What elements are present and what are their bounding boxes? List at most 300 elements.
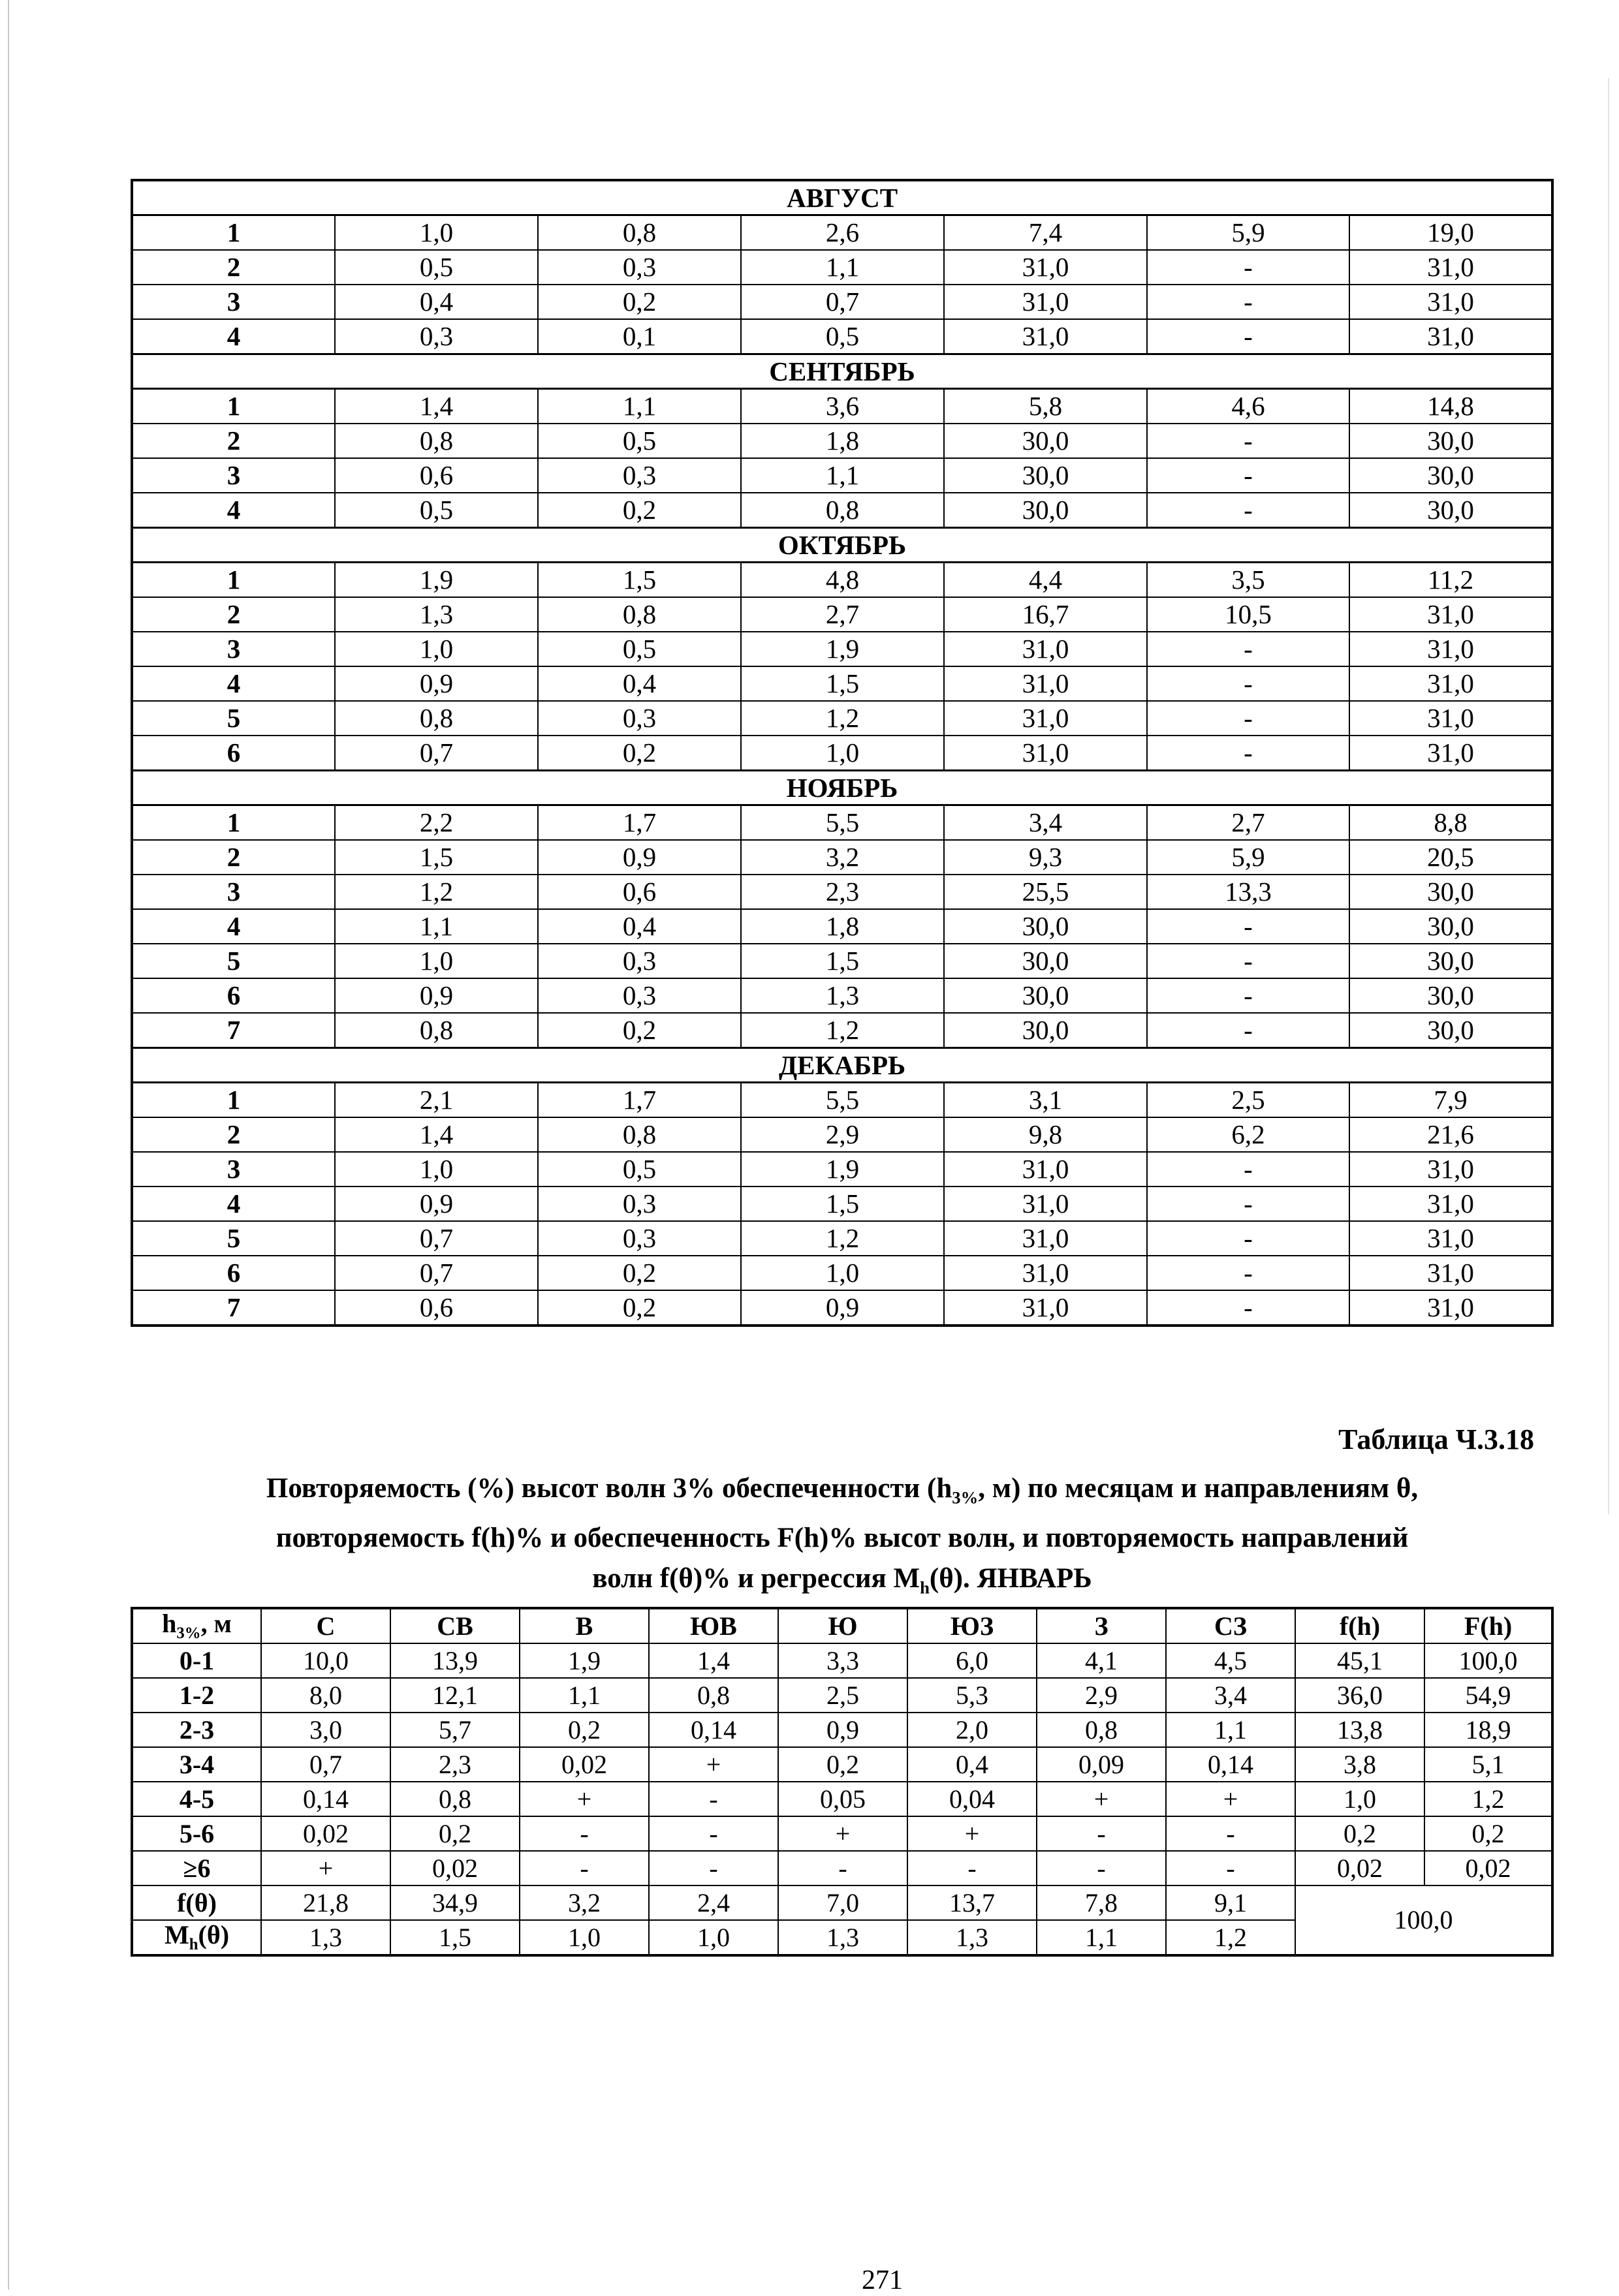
table-cell: 2,7 [741, 597, 944, 632]
month-header-row [132, 354, 1552, 389]
scan-edge-line [1608, 78, 1609, 1514]
table-cell: 1,7 [538, 1083, 741, 1118]
table-cell: 6,0 [907, 1643, 1037, 1678]
table-row [132, 285, 1552, 319]
table-cell: 0,1 [538, 319, 741, 354]
table-cell: 1,3 [741, 978, 944, 1013]
table-cell: 0,5 [538, 1152, 741, 1187]
caption-subscript: 3% [952, 1487, 979, 1508]
table-cell: 0,14 [649, 1713, 778, 1747]
row-index: 3 [132, 875, 335, 909]
row-index: 1 [132, 805, 335, 841]
table-cell: 0,9 [741, 1290, 944, 1326]
row-header: 1-2 [132, 1678, 261, 1713]
table-cell: 0,2 [1295, 1816, 1424, 1851]
table-cell: 0,7 [335, 736, 538, 771]
table-cell: 100,0 [1424, 1643, 1552, 1678]
table-cell: 10,0 [261, 1643, 390, 1678]
table-cell: 19,0 [1349, 215, 1552, 251]
table-cell: 21,6 [1349, 1117, 1552, 1152]
table-cell: 1,1 [1037, 1920, 1166, 1955]
table-cell: 9,3 [944, 840, 1147, 875]
monthly-table-body [132, 180, 1552, 1326]
table-cell: - [1147, 1152, 1349, 1187]
table-cell: 30,0 [944, 1013, 1147, 1048]
table-cell: 2,0 [907, 1713, 1037, 1747]
table-cell: 31,0 [944, 285, 1147, 319]
table-row [132, 424, 1552, 458]
row-index: 7 [132, 1290, 335, 1326]
table-cell: 0,3 [538, 1221, 741, 1256]
table-cell: 4,8 [741, 563, 944, 598]
table-cell: - [649, 1816, 778, 1851]
row-index: 2 [132, 424, 335, 458]
page-number: 271 [862, 2265, 903, 2295]
table-cell: 1,1 [741, 458, 944, 493]
row-index: 3 [132, 1152, 335, 1187]
table-cell: 13,7 [907, 1885, 1037, 1920]
row-index: 1 [132, 1083, 335, 1118]
table-cell: 0,3 [538, 944, 741, 978]
table-cell: 5,9 [1147, 215, 1349, 251]
row-index: 5 [132, 944, 335, 978]
column-header: С [261, 1608, 390, 1643]
table-cell: 30,0 [1349, 458, 1552, 493]
table-cell: 2,2 [335, 805, 538, 841]
table-cell: 0,2 [538, 285, 741, 319]
table-cell: 0,7 [741, 285, 944, 319]
table-row [132, 215, 1552, 251]
table-cell: 0,2 [1424, 1816, 1552, 1851]
table-row [132, 1187, 1552, 1221]
table-cell: 1,2 [1166, 1920, 1295, 1955]
column-header: F(h) [1424, 1608, 1552, 1643]
table-cell: 13,8 [1295, 1713, 1424, 1747]
table-cell: 4,6 [1147, 389, 1349, 424]
table-cell: 0,14 [1166, 1747, 1295, 1782]
table-cell: 9,8 [944, 1117, 1147, 1152]
table-cell: 1,5 [741, 666, 944, 701]
table-cell: 3,0 [261, 1713, 390, 1747]
row-header: 0-1 [132, 1643, 261, 1678]
table-cell: 1,2 [1424, 1782, 1552, 1816]
table-cell: 3,2 [520, 1885, 649, 1920]
table-cell: 1,1 [335, 909, 538, 944]
caption-text: Повторяемость (%) высот волн 3% обеспеченности (h [266, 1473, 952, 1504]
table-cell: 0,9 [778, 1713, 907, 1747]
table-cell: 30,0 [944, 458, 1147, 493]
table-row [132, 978, 1552, 1013]
table-row [132, 1678, 1552, 1713]
table-cell: - [1147, 1256, 1349, 1290]
table-cell: 0,9 [335, 978, 538, 1013]
table-row [132, 632, 1552, 666]
table-cell: 31,0 [1349, 736, 1552, 771]
table-cell: 0,2 [520, 1713, 649, 1747]
table-cell: 0,5 [335, 493, 538, 528]
month-heading: ОКТЯБРЬ [132, 528, 1552, 563]
table-cell: 0,5 [538, 424, 741, 458]
table-cell: 30,0 [1349, 944, 1552, 978]
table-cell: 6,2 [1147, 1117, 1349, 1152]
table-cell: 31,0 [1349, 250, 1552, 285]
table-cell: 0,8 [741, 493, 944, 528]
table-cell: 0,09 [1037, 1747, 1166, 1782]
table-cell: - [1147, 458, 1349, 493]
row-index: 4 [132, 1187, 335, 1221]
table-cell: - [1147, 978, 1349, 1013]
row-header: $M_h(\theta)$ [132, 1920, 261, 1955]
table-cell: - [778, 1851, 907, 1885]
table-cell: 0,05 [778, 1782, 907, 1816]
table-cell: 1,0 [335, 944, 538, 978]
table-cell: 31,0 [944, 736, 1147, 771]
table-cell: 0,5 [538, 632, 741, 666]
january-wave-table [131, 1607, 1554, 1957]
row-index: 5 [132, 1221, 335, 1256]
table-cell: 30,0 [1349, 424, 1552, 458]
table-cell: 31,0 [1349, 666, 1552, 701]
table-cell: 0,3 [538, 1187, 741, 1221]
month-heading: НОЯБРЬ [132, 771, 1552, 805]
table-cell: + [261, 1851, 390, 1885]
table-cell: 1,5 [741, 944, 944, 978]
table-cell: - [1147, 632, 1349, 666]
table-cell: 4,1 [1037, 1643, 1166, 1678]
column-header: $h_{3\%}$, м [132, 1608, 261, 1643]
table-cell: 0,6 [335, 458, 538, 493]
table-cell: 31,0 [1349, 319, 1552, 354]
table-cell: - [1037, 1851, 1166, 1885]
table-cell: 31,0 [944, 1152, 1147, 1187]
table-cell: - [1147, 1187, 1349, 1221]
caption-text: волн f(θ)% и регрессия M [592, 1562, 920, 1594]
column-header: З [1037, 1608, 1166, 1643]
table-cell: 1,9 [741, 1152, 944, 1187]
table-row [132, 250, 1552, 285]
table-cell: 31,0 [1349, 1152, 1552, 1187]
table-cell: 1,9 [520, 1643, 649, 1678]
table-cell: 1,2 [741, 1013, 944, 1048]
row-header: 5-6 [132, 1816, 261, 1851]
row-index: 3 [132, 285, 335, 319]
table-cell: 0,5 [335, 250, 538, 285]
table-cell: 0,6 [538, 875, 741, 909]
table-row [132, 736, 1552, 771]
table-cell: 1,0 [741, 736, 944, 771]
row-index: 4 [132, 493, 335, 528]
table-row [132, 389, 1552, 424]
table-cell: 1,8 [741, 909, 944, 944]
table-cell: 1,7 [538, 805, 741, 841]
column-header: В [520, 1608, 649, 1643]
table-cell: 0,2 [538, 493, 741, 528]
caption-line-3 [144, 1559, 1541, 1608]
table-row [132, 666, 1552, 701]
table-cell: 30,0 [1349, 493, 1552, 528]
table-row [132, 1747, 1552, 1782]
monthly-wave-table [131, 179, 1554, 1327]
table-cell: 0,8 [390, 1782, 520, 1816]
table-cell: 30,0 [944, 909, 1147, 944]
table-row [132, 1256, 1552, 1290]
table-cell: 0,3 [335, 319, 538, 354]
table-cell: 45,1 [1295, 1643, 1424, 1678]
table-row [132, 1643, 1552, 1678]
table-cell: 12,1 [390, 1678, 520, 1713]
column-header: Ю [778, 1608, 907, 1643]
table-cell: 31,0 [944, 1290, 1147, 1326]
table-cell: 4,4 [944, 563, 1147, 598]
table-cell: + [1166, 1782, 1295, 1816]
table-row [132, 458, 1552, 493]
table-cell: 30,0 [944, 978, 1147, 1013]
table-cell: 0,2 [390, 1816, 520, 1851]
table-cell: 0,02 [1424, 1851, 1552, 1885]
table-cell: - [1147, 666, 1349, 701]
table-cell: 0,04 [907, 1782, 1037, 1816]
table-cell: 7,4 [944, 215, 1147, 251]
table-cell: 0,14 [261, 1782, 390, 1816]
column-header-subscript: 3% [176, 1624, 201, 1642]
table-cell: 0,02 [261, 1816, 390, 1851]
table-cell: 1,5 [335, 840, 538, 875]
table-cell: 31,0 [944, 1221, 1147, 1256]
table-cell: 1,4 [335, 1117, 538, 1152]
table-cell: - [649, 1782, 778, 1816]
table-cell: 1,0 [335, 1152, 538, 1187]
table-cell: 10,5 [1147, 597, 1349, 632]
column-header: ЮВ [649, 1608, 778, 1643]
table-cell: 21,8 [261, 1885, 390, 1920]
table-cell: 31,0 [944, 632, 1147, 666]
table-cell: 0,4 [538, 909, 741, 944]
table-cell: 7,0 [778, 1885, 907, 1920]
table-cell: 0,7 [335, 1221, 538, 1256]
table-cell: 1,0 [1295, 1782, 1424, 1816]
table-cell: 3,3 [778, 1643, 907, 1678]
row-header: 3-4 [132, 1747, 261, 1782]
table-cell: 0,02 [520, 1747, 649, 1782]
table-cell: 31,0 [1349, 597, 1552, 632]
table-cell: 0,3 [538, 701, 741, 736]
table-cell: - [1147, 1290, 1349, 1326]
row-header: 4-5 [132, 1782, 261, 1816]
table-cell: - [1147, 736, 1349, 771]
table-cell: 54,9 [1424, 1678, 1552, 1713]
table-cell: 1,2 [335, 875, 538, 909]
table-cell: 1,1 [1166, 1713, 1295, 1747]
table-cell: 0,8 [538, 597, 741, 632]
row-index: 4 [132, 909, 335, 944]
table-cell: 5,5 [741, 805, 944, 841]
table-cell: 3,4 [944, 805, 1147, 841]
table-cell: 1,4 [649, 1643, 778, 1678]
table-cell: - [1147, 493, 1349, 528]
table-cell: 1,5 [538, 563, 741, 598]
table-cell: 20,5 [1349, 840, 1552, 875]
table-cell: 31,0 [944, 666, 1147, 701]
table-cell: 1,0 [741, 1256, 944, 1290]
table-row [132, 944, 1552, 978]
caption-line-2: повторяемость f(h)% и обеспеченность F(h)% высот волн, и повторяемость направлений [275, 1522, 1409, 1553]
table-cell: 8,0 [261, 1678, 390, 1713]
f-theta-row [132, 1885, 1552, 1920]
table-cell: 30,0 [1349, 909, 1552, 944]
table-cell: 2,6 [741, 215, 944, 251]
table-cell: 30,0 [1349, 1013, 1552, 1048]
row-index: 5 [132, 701, 335, 736]
table-row [132, 1221, 1552, 1256]
table-cell: - [1037, 1816, 1166, 1851]
table-cell: + [907, 1816, 1037, 1851]
table-cell: 0,8 [335, 424, 538, 458]
table-cell: - [1147, 250, 1349, 285]
row-header: ≥6 [132, 1851, 261, 1885]
table-cell: 30,0 [944, 493, 1147, 528]
table-cell: 2,9 [1037, 1678, 1166, 1713]
table-cell: 8,8 [1349, 805, 1552, 841]
table-cell: 2,1 [335, 1083, 538, 1118]
table-cell: - [1166, 1851, 1295, 1885]
table-cell: + [649, 1747, 778, 1782]
total-cell: 100,0 [1295, 1885, 1552, 1955]
table-cell: 31,0 [944, 701, 1147, 736]
table-row [132, 1713, 1552, 1747]
table-cell: 0,9 [335, 666, 538, 701]
table-cell: 1,9 [741, 632, 944, 666]
table-cell: 0,4 [335, 285, 538, 319]
row-header-subscript: h [189, 1935, 198, 1953]
table-cell: 1,3 [335, 597, 538, 632]
table-cell: 25,5 [944, 875, 1147, 909]
caption-line-1 [144, 1468, 1541, 1518]
table-cell: 4,5 [1166, 1643, 1295, 1678]
row-index: 6 [132, 736, 335, 771]
row-index: 1 [132, 389, 335, 424]
table-cell: 14,8 [1349, 389, 1552, 424]
row-index: 2 [132, 840, 335, 875]
column-header: СВ [390, 1608, 520, 1643]
scan-edge-line [8, 0, 9, 2289]
table-cell: 1,3 [261, 1920, 390, 1955]
month-header-row [132, 771, 1552, 805]
table-cell: 0,8 [649, 1678, 778, 1713]
row-index: 3 [132, 632, 335, 666]
table-cell: 2,5 [1147, 1083, 1349, 1118]
table-cell: 5,8 [944, 389, 1147, 424]
table-cell: - [1147, 1013, 1349, 1048]
table-cell: 0,9 [335, 1187, 538, 1221]
table-cell: + [778, 1816, 907, 1851]
table-cell: 3,1 [944, 1083, 1147, 1118]
table-cell: - [1147, 944, 1349, 978]
table-cell: - [1147, 909, 1349, 944]
month-header-row [132, 180, 1552, 215]
table-cell: 0,8 [335, 1013, 538, 1048]
table-cell: 3,5 [1147, 563, 1349, 598]
table-cell: 16,7 [944, 597, 1147, 632]
table-cell: - [907, 1851, 1037, 1885]
table-cell: 34,9 [390, 1885, 520, 1920]
table-cell: 0,7 [335, 1256, 538, 1290]
table-cell: 31,0 [1349, 632, 1552, 666]
column-header: ЮЗ [907, 1608, 1037, 1643]
table-cell: - [520, 1816, 649, 1851]
month-heading: АВГУСТ [132, 180, 1552, 215]
table-cell: 0,02 [1295, 1851, 1424, 1885]
table-cell: 5,7 [390, 1713, 520, 1747]
table-cell: 3,8 [1295, 1747, 1424, 1782]
table-number: Таблица Ч.3.18 [1338, 1423, 1534, 1455]
month-heading: ДЕКАБРЬ [132, 1048, 1552, 1083]
table-cell: 2,3 [390, 1747, 520, 1782]
table-cell: 0,2 [778, 1747, 907, 1782]
table-cell: 0,4 [907, 1747, 1037, 1782]
table-cell: 0,02 [390, 1851, 520, 1885]
table-row [132, 563, 1552, 598]
month-header-row [132, 1048, 1552, 1083]
table-row [132, 597, 1552, 632]
table-cell: 3,2 [741, 840, 944, 875]
table-cell: 0,5 [741, 319, 944, 354]
table-cell: 0,3 [538, 458, 741, 493]
row-index: 4 [132, 666, 335, 701]
row-header: f(θ) [132, 1885, 261, 1920]
table-cell: 13,9 [390, 1643, 520, 1678]
table-cell: 5,9 [1147, 840, 1349, 875]
table-cell: + [520, 1782, 649, 1816]
table-caption [144, 1468, 1541, 1607]
table-cell: 0,8 [538, 1117, 741, 1152]
table-row [132, 1816, 1552, 1851]
row-index: 2 [132, 597, 335, 632]
table-cell: - [1147, 424, 1349, 458]
table-cell: 1,5 [741, 1187, 944, 1221]
table-row [132, 1290, 1552, 1326]
table-cell: 2,5 [778, 1678, 907, 1713]
table-cell: 0,2 [538, 1256, 741, 1290]
table-cell: 1,0 [335, 632, 538, 666]
column-header: СЗ [1166, 1608, 1295, 1643]
table-cell: 30,0 [1349, 978, 1552, 1013]
table-cell: 31,0 [944, 250, 1147, 285]
table-cell: 1,8 [741, 424, 944, 458]
table-cell: 31,0 [1349, 1256, 1552, 1290]
table-cell: 31,0 [1349, 285, 1552, 319]
caption-text: , м) по месяцам и направлениям θ, [978, 1473, 1419, 1504]
table-row [132, 493, 1552, 528]
row-index: 1 [132, 563, 335, 598]
table-cell: 31,0 [944, 1187, 1147, 1221]
table-cell: 0,4 [538, 666, 741, 701]
table-cell: 1,3 [778, 1920, 907, 1955]
table-cell: 0,7 [261, 1747, 390, 1782]
table-cell: 1,1 [741, 250, 944, 285]
table-cell: 1,3 [907, 1920, 1037, 1955]
table-cell: 0,8 [335, 701, 538, 736]
table-cell: 30,0 [944, 424, 1147, 458]
table-cell: 7,9 [1349, 1083, 1552, 1118]
table-cell: 0,3 [538, 978, 741, 1013]
table-cell: 1,2 [741, 1221, 944, 1256]
row-index: 1 [132, 215, 335, 251]
table-cell: - [1147, 319, 1349, 354]
table-row [132, 875, 1552, 909]
table-cell: - [1147, 285, 1349, 319]
table-cell: 30,0 [1349, 875, 1552, 909]
column-header: f(h) [1295, 1608, 1424, 1643]
